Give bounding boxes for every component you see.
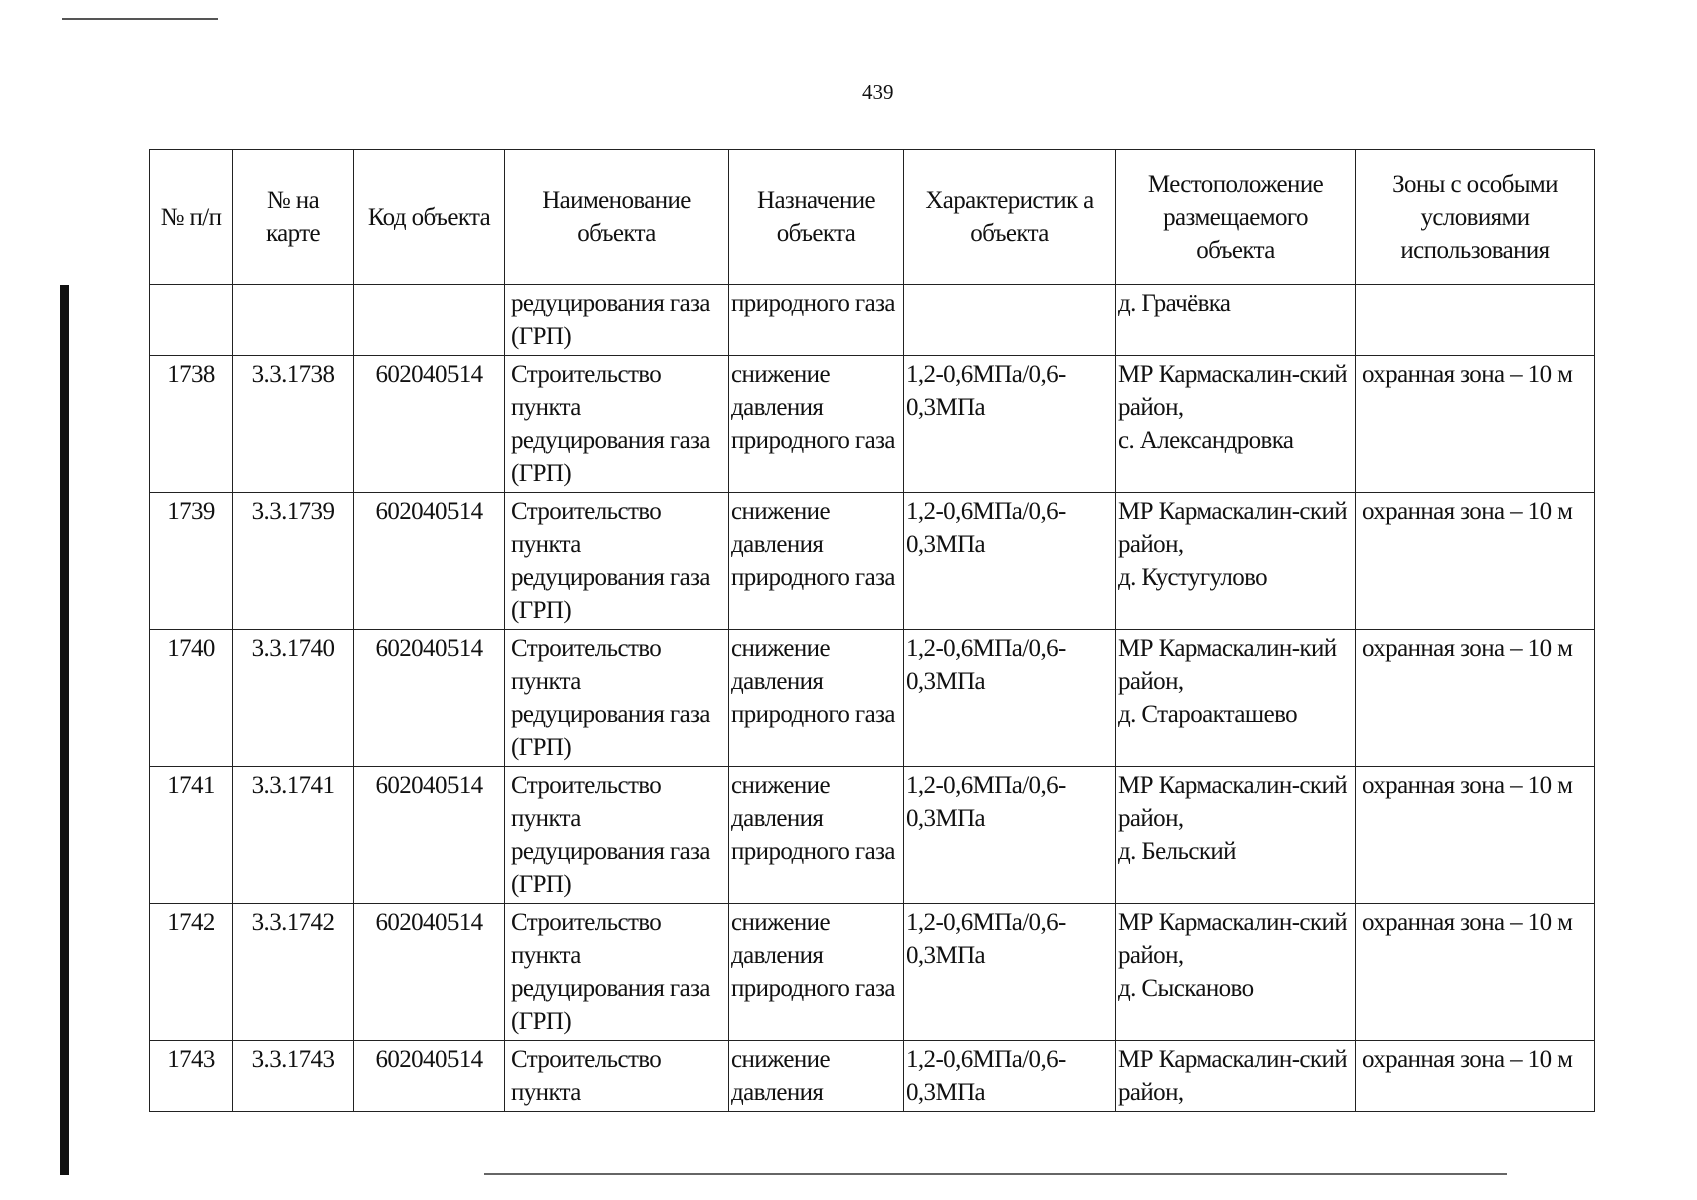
cell-name: Строительство пункта редуцирования газа (ГРП): [505, 904, 729, 1041]
location-district: МР Кармаскалин-ский район,: [1118, 772, 1348, 832]
cell-characteristic: 1,2-0,6МПа/0,6-0,3МПа: [904, 356, 1116, 493]
cell-purpose: снижение давления природного газа: [729, 493, 904, 630]
table-row: [150, 904, 1595, 1041]
cell-name: редуцирования газа (ГРП): [505, 285, 729, 356]
cell-characteristic: 1,2-0,6МПа/0,6-0,3МПа: [904, 630, 1116, 767]
table-row: [150, 767, 1595, 904]
cell-purpose: снижение давления природного газа: [729, 630, 904, 767]
objects-table: [149, 149, 1595, 1112]
cell-characteristic: 1,2-0,6МПа/0,6-0,3МПа: [904, 1041, 1116, 1112]
cell-name: Строительство пункта редуцирования газа (ГРП): [505, 356, 729, 493]
cell-map-num: 3.3.1738: [233, 356, 354, 493]
cell-code: 602040514: [354, 1041, 505, 1112]
cell-location: МР Кармаскалин-ский район,: [1116, 1041, 1356, 1112]
header-purpose: Назначение объекта: [729, 150, 904, 285]
cell-purpose: природного газа: [729, 285, 904, 356]
location-settlement: д. Сысканово: [1118, 975, 1254, 1002]
cell-code: 602040514: [354, 630, 505, 767]
header-name: Наименование объекта: [505, 150, 729, 285]
cell-zone: охранная зона – 10 м: [1356, 904, 1595, 1041]
cell-name: Строительство пункта: [505, 1041, 729, 1112]
location-settlement: с. Александровка: [1118, 427, 1294, 454]
location-settlement: д. Бельский: [1118, 838, 1236, 865]
cell-zone: охранная зона – 10 м: [1356, 630, 1595, 767]
cell-location: [1116, 630, 1356, 767]
cell-purpose: снижение давления: [729, 1041, 904, 1112]
cell-code: 602040514: [354, 356, 505, 493]
cell-num: 1739: [150, 493, 233, 630]
top-rule: [62, 18, 218, 20]
header-code: Код объекта: [354, 150, 505, 285]
cell-map-num: 3.3.1742: [233, 904, 354, 1041]
location-settlement: д. Староакташево: [1118, 701, 1298, 728]
cell-zone: охранная зона – 10 м: [1356, 767, 1595, 904]
cell-code: 602040514: [354, 493, 505, 630]
scan-edge-bar: [60, 285, 69, 1175]
cell-zone: охранная зона – 10 м: [1356, 1041, 1595, 1112]
cell-zone: охранная зона – 10 м: [1356, 356, 1595, 493]
cell-characteristic: 1,2-0,6МПа/0,6-0,3МПа: [904, 904, 1116, 1041]
cell-purpose: снижение давления природного газа: [729, 904, 904, 1041]
cell-name: Строительство пункта редуцирования газа (ГРП): [505, 630, 729, 767]
cell-purpose: снижение давления природного газа: [729, 767, 904, 904]
cell-num: 1740: [150, 630, 233, 767]
location-district: МР Кармаскалин-кий район,: [1118, 635, 1337, 695]
cell-name: Строительство пункта редуцирования газа (ГРП): [505, 493, 729, 630]
page-number: 439: [862, 80, 894, 104]
cell-empty: [904, 285, 1116, 356]
cell-empty: [150, 285, 233, 356]
location-settlement: д. Кустугулово: [1118, 564, 1268, 591]
cell-characteristic: 1,2-0,6МПа/0,6-0,3МПа: [904, 493, 1116, 630]
location-district: МР Кармаскалин-ский район,: [1118, 498, 1348, 558]
cell-location: д. Грачёвка: [1116, 285, 1356, 356]
cell-map-num: 3.3.1741: [233, 767, 354, 904]
cell-empty: [233, 285, 354, 356]
bottom-rule: [484, 1173, 1507, 1175]
cell-num: 1741: [150, 767, 233, 904]
table-row: [150, 356, 1595, 493]
cell-location: [1116, 493, 1356, 630]
cell-map-num: 3.3.1740: [233, 630, 354, 767]
cell-map-num: 3.3.1743: [233, 1041, 354, 1112]
table-row-continuation: [150, 285, 1595, 356]
table-row-last: [150, 1041, 1595, 1112]
cell-empty: [1356, 285, 1595, 356]
cell-num: 1738: [150, 356, 233, 493]
header-map-num: № на карте: [233, 150, 354, 285]
header-zones: Зоны с особыми условиями использования: [1356, 150, 1595, 285]
cell-location: [1116, 904, 1356, 1041]
table-header-row: [150, 150, 1595, 285]
cell-num: 1742: [150, 904, 233, 1041]
cell-name: Строительство пункта редуцирования газа (ГРП): [505, 767, 729, 904]
cell-location: [1116, 356, 1356, 493]
cell-purpose: снижение давления природного газа: [729, 356, 904, 493]
cell-empty: [354, 285, 505, 356]
table-row: [150, 493, 1595, 630]
cell-code: 602040514: [354, 767, 505, 904]
header-location: Местоположение размещаемого объекта: [1116, 150, 1356, 285]
cell-num: 1743: [150, 1041, 233, 1112]
cell-map-num: 3.3.1739: [233, 493, 354, 630]
cell-zone: охранная зона – 10 м: [1356, 493, 1595, 630]
table-row: [150, 630, 1595, 767]
cell-code: 602040514: [354, 904, 505, 1041]
location-district: МР Кармаскалин-ский район,: [1118, 909, 1348, 969]
header-characteristic: Характеристик а объекта: [904, 150, 1116, 285]
cell-characteristic: 1,2-0,6МПа/0,6-0,3МПа: [904, 767, 1116, 904]
cell-location: [1116, 767, 1356, 904]
location-district: МР Кармаскалин-ский район,: [1118, 361, 1348, 421]
header-num: № п/п: [150, 150, 233, 285]
